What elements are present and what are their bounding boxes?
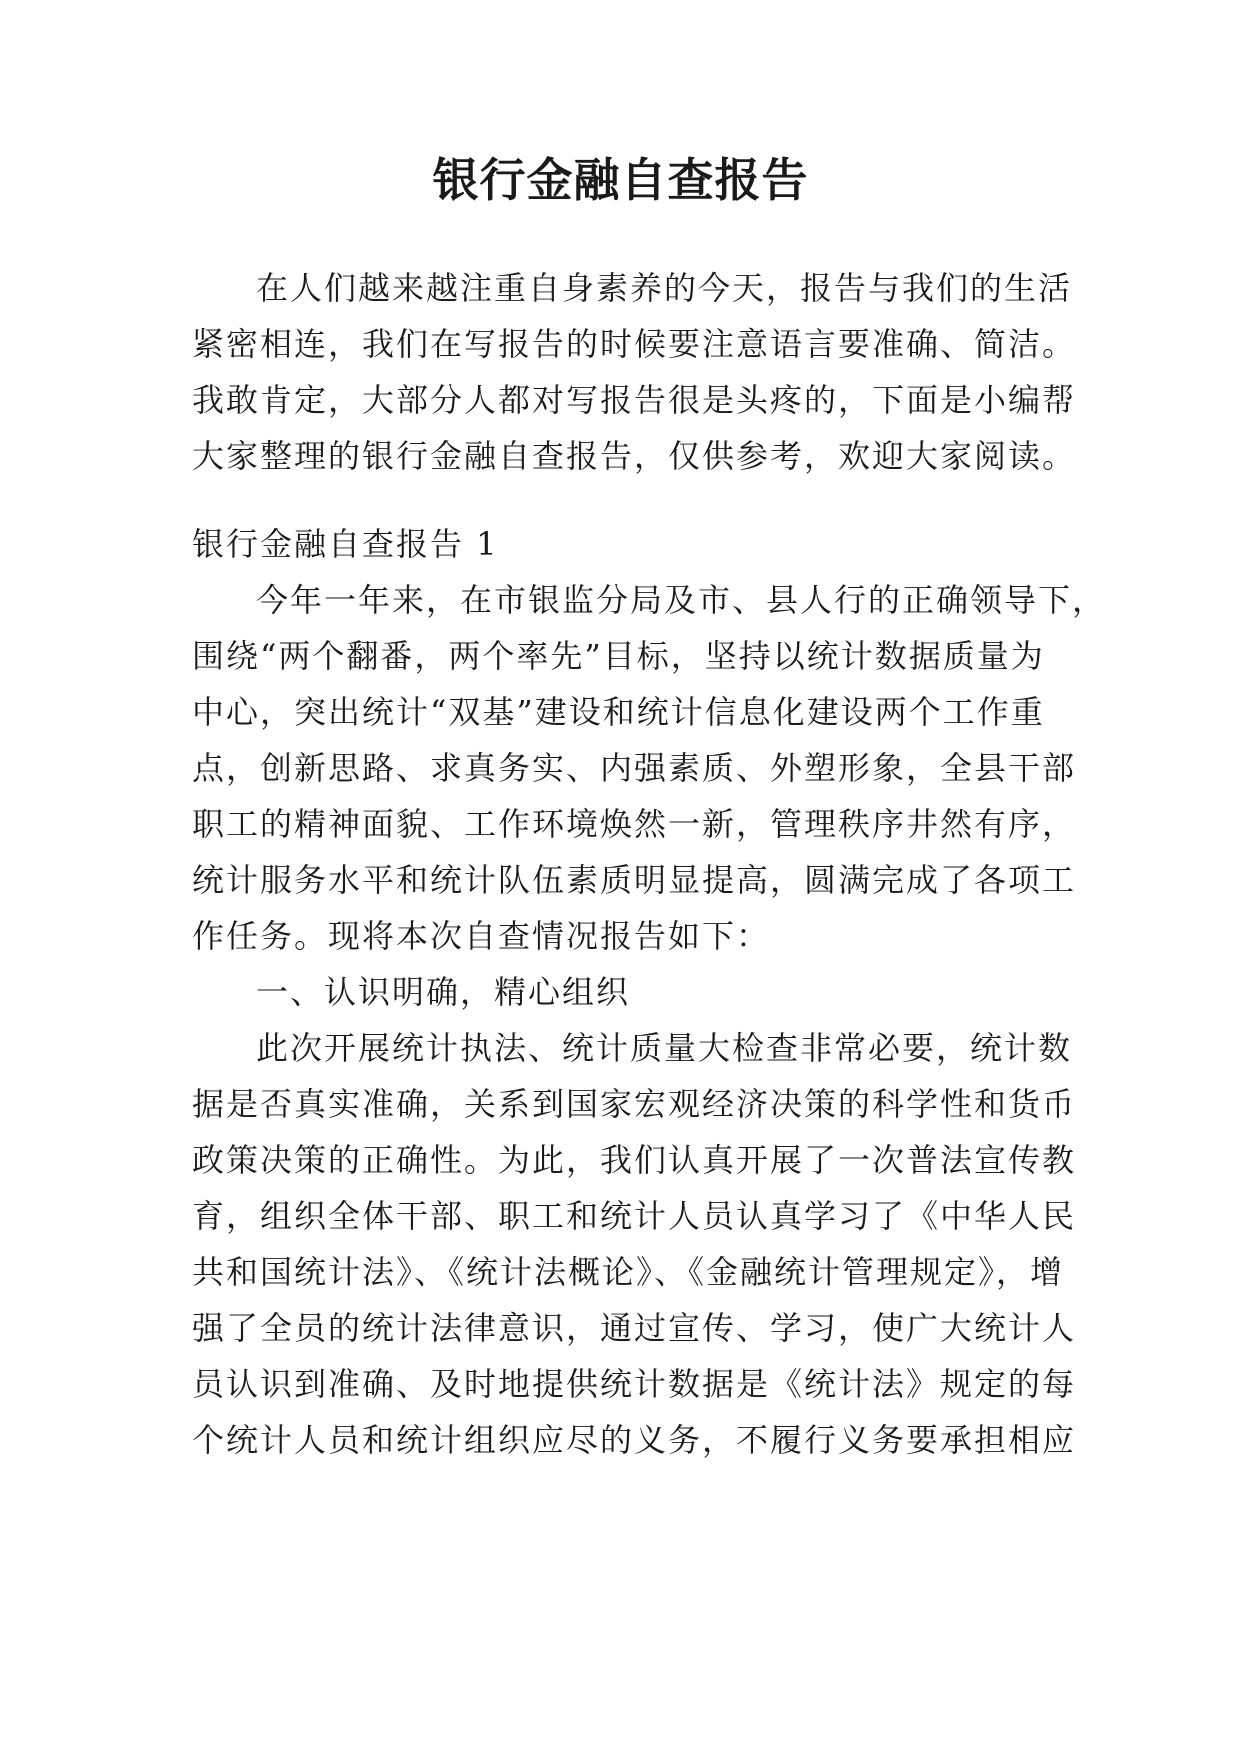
body-line-16: 个统计人员和统计组织应尽的义务，不履行义务要承担相应 — [192, 1421, 1077, 1459]
body-line-5: 职工的精神面貌、工作环境焕然一新，管理秩序井然有序， — [192, 805, 1077, 843]
body-line-15: 员认识到准确、及时地提供统计数据是《统计法》规定的每 — [192, 1365, 1077, 1403]
body-line-11: 政策决策的正确性。为此，我们认真开展了一次普法宣传教 — [192, 1141, 1077, 1179]
body-line-10: 据是否真实准确，关系到国家宏观经济决策的科学性和货币 — [192, 1085, 1077, 1123]
section-heading: 银行金融自查报告 1 — [192, 525, 499, 563]
body-line-3: 中心，突出统计“双基”建设和统计信息化建设两个工作重 — [192, 693, 1045, 731]
body-line-1: 今年一年来，在市银监分局及市、县人行的正确领导下， — [256, 581, 1107, 619]
body-line-7: 作任务。现将本次自查情况报告如下： — [192, 917, 771, 955]
body-line-9: 此次开展统计执法、统计质量大检查非常必要，统计数 — [256, 1029, 1073, 1067]
body-line-4: 点，创新思路、求真务实、内强素质、外塑形象，全县干部 — [192, 749, 1077, 787]
intro-line-3: 我敢肯定，大部分人都对写报告很是头疼的，下面是小编帮 — [192, 381, 1077, 419]
body-line-6: 统计服务水平和统计队伍素质明显提高，圆满完成了各项工 — [192, 861, 1077, 899]
body-line-13: 共和国统计法》、《统计法概论》、《金融统计管理规定》，增 — [192, 1253, 1065, 1291]
body-line-2: 围绕“两个翻番，两个率先”目标，坚持以统计数据质量为 — [192, 637, 1045, 675]
intro-line-4: 大家整理的银行金融自查报告，仅供参考，欢迎大家阅读。 — [192, 437, 1077, 475]
body-line-12: 育，组织全体干部、职工和统计人员认真学习了《中华人民 — [192, 1197, 1077, 1235]
body-line-14: 强了全员的统计法律意识，通过宣传、学习，使广大统计人 — [192, 1309, 1077, 1347]
intro-line-2: 紧密相连，我们在写报告的时候要注意语言要准确、简洁。 — [192, 325, 1077, 363]
intro-line-1: 在人们越来越注重自身素养的今天，报告与我们的生活 — [256, 269, 1073, 307]
document-title: 银行金融自查报告 — [432, 153, 809, 207]
subheading-1: 一、认识明确，精心组织 — [256, 973, 631, 1011]
